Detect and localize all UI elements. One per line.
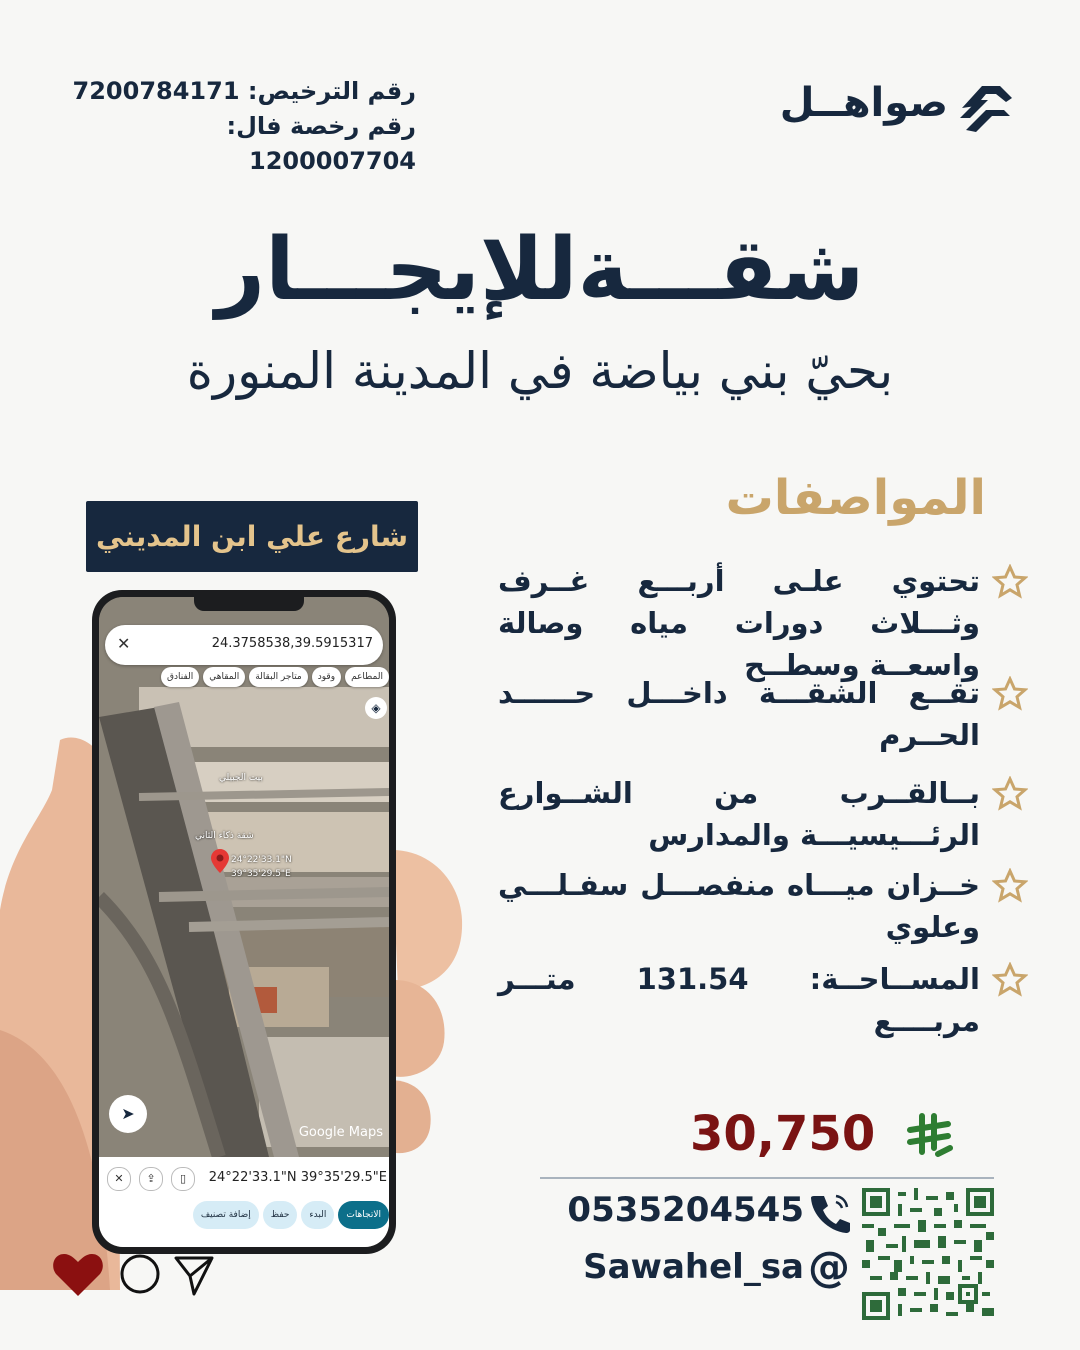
- layers-icon[interactable]: ◈: [365, 697, 387, 719]
- spec-text: تقــع الشقـــة داخـــل حــــــد الحــرم: [498, 676, 980, 752]
- phone-mockup: [92, 590, 396, 1254]
- social-actions: [50, 1250, 220, 1302]
- chip-fuel[interactable]: وقود: [312, 667, 341, 687]
- brand: [779, 76, 1030, 140]
- map-pin-lng: 39°35'29.5"E: [231, 869, 291, 879]
- heart-icon[interactable]: [53, 1254, 103, 1296]
- spec-text: تحتوي علـى أربـــع غــرف وثـــلاث دورات مياه وصالة واسعــة وسطــح: [498, 564, 980, 682]
- coords-row: [99, 1165, 389, 1191]
- fal-license-number: رقم رخصة فال: 1200007704: [226, 112, 416, 175]
- map-place-label[interactable]: بيت الجبيلي: [219, 773, 263, 783]
- comment-icon[interactable]: [122, 1256, 158, 1292]
- star-icon: [992, 962, 1028, 998]
- category-chips: [99, 667, 389, 691]
- save-button[interactable]: حفظ: [263, 1201, 298, 1229]
- spec-text: بــالقــرب من الشــوارع الرئـــيسيـــة والمدارس: [498, 776, 980, 852]
- star-icon: [992, 676, 1028, 712]
- coordinates-display: 24°22'33.1"N 39°35'29.5"E: [208, 1170, 387, 1185]
- location-pin-icon[interactable]: [211, 849, 229, 873]
- page-subtitle: بحيّ بني بياضة في المدينة المنورة: [186, 342, 894, 400]
- map-bottom-sheet: [99, 1157, 389, 1247]
- map-screen[interactable]: [99, 597, 389, 1247]
- qr-code[interactable]: [862, 1188, 994, 1320]
- navigation-arrow-icon[interactable]: ➤: [109, 1095, 147, 1133]
- horse-head-logo-icon: [956, 78, 1016, 136]
- close-icon[interactable]: ✕: [117, 634, 131, 653]
- star-icon: [992, 776, 1028, 812]
- spec-item: [488, 672, 1028, 772]
- search-coordinates[interactable]: 24.3758538,39.5915317: [211, 636, 373, 651]
- map-search-bar[interactable]: [105, 625, 383, 665]
- brand-name: صواهــل: [779, 80, 948, 126]
- directions-button[interactable]: الاتجاهات: [338, 1201, 389, 1229]
- page-title: شقـــةللإيجـــار: [215, 220, 865, 320]
- phone-icon: [808, 1190, 852, 1234]
- social-handle[interactable]: Sawahel_sa: [583, 1247, 804, 1287]
- at-icon: @: [808, 1242, 850, 1291]
- send-icon[interactable]: [176, 1258, 212, 1294]
- spec-item: [488, 958, 1028, 1038]
- spec-text: خــزان ميـــاه منفصـــل سفـلـــي وعلوي: [498, 868, 980, 944]
- star-icon: [992, 564, 1028, 600]
- google-maps-logo: Google Maps: [298, 1125, 383, 1140]
- satellite-map[interactable]: [99, 597, 389, 1247]
- phone-notch: [194, 597, 304, 611]
- chip-hotels[interactable]: الفنادق: [161, 667, 199, 687]
- phone-number[interactable]: 0535204545: [567, 1190, 804, 1230]
- bookmark-icon[interactable]: ▯: [171, 1167, 195, 1191]
- map-actions: [99, 1201, 389, 1231]
- spec-item: [488, 864, 1028, 958]
- chip-restaurants[interactable]: المطاعم: [345, 667, 389, 687]
- chip-grocery[interactable]: متاجر البقالة: [249, 667, 308, 687]
- saudi-riyal-icon: [904, 1112, 954, 1158]
- close-icon[interactable]: ✕: [107, 1167, 131, 1191]
- add-label-button[interactable]: إضافة تصنيف: [193, 1201, 259, 1229]
- spec-item: [488, 560, 1028, 682]
- share-icon[interactable]: ⇪: [139, 1167, 163, 1191]
- map-pin-lat: 24°22'33.1"N: [231, 855, 292, 865]
- license-info: [60, 74, 416, 179]
- spec-text: المســاحــة: 131.54 متـــر مربــــع: [498, 962, 980, 1038]
- specs-heading: المواصفات: [725, 470, 986, 526]
- chip-cafes[interactable]: المقاهي: [203, 667, 245, 687]
- street-badge: شارع علي ابن المديني: [86, 501, 418, 572]
- spec-item: [488, 772, 1028, 864]
- start-button[interactable]: البدء: [301, 1201, 334, 1229]
- map-place-label[interactable]: شقة ذكاء الثاني: [195, 831, 254, 841]
- divider: [540, 1177, 994, 1179]
- specs-list: [488, 560, 1028, 1038]
- license-number: رقم الترخيص: 7200784171: [72, 77, 416, 105]
- price-amount: 30,750: [690, 1106, 876, 1162]
- star-icon: [992, 868, 1028, 904]
